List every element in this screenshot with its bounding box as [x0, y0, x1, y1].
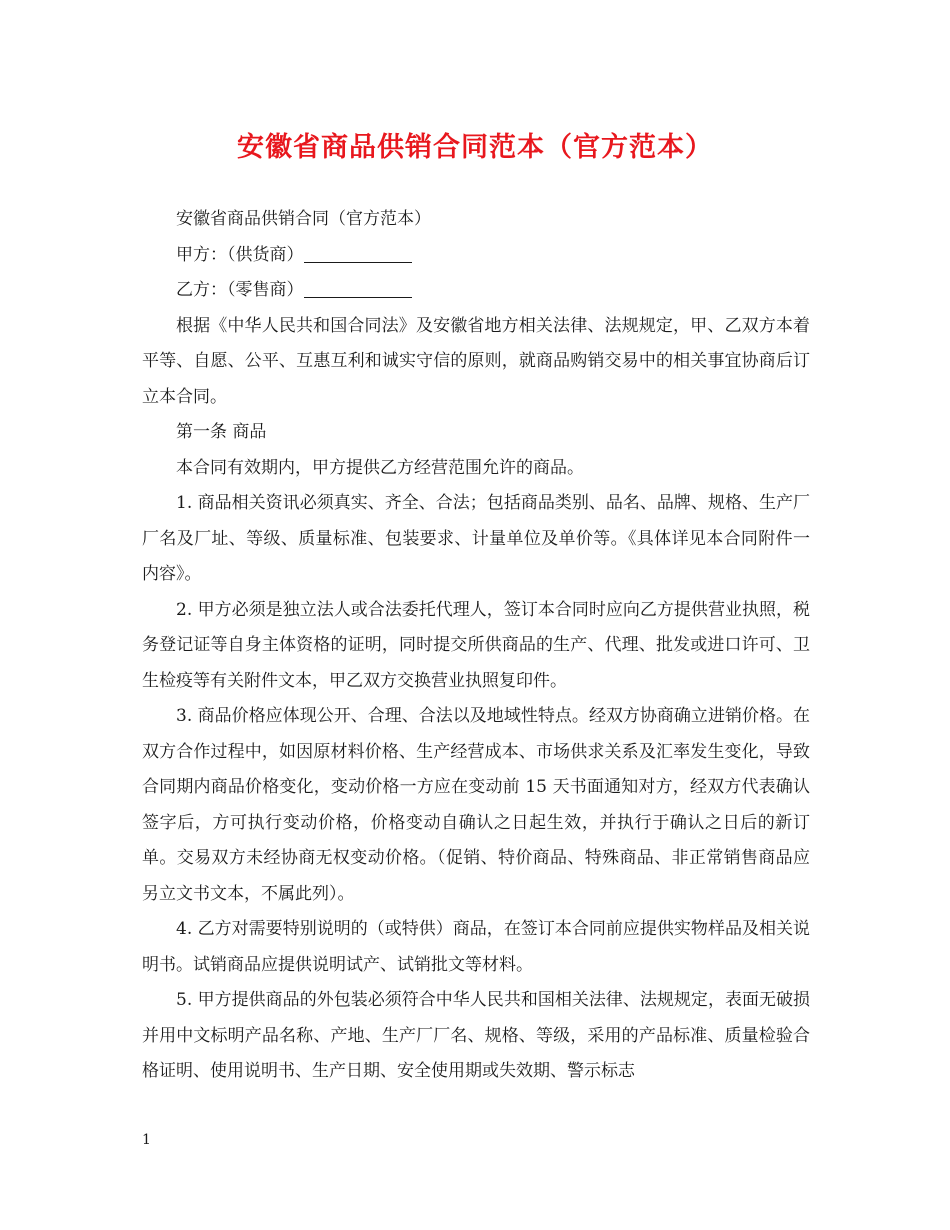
clause-4: 4. 乙方对需要特别说明的（或特供）商品，在签订本合同前应提供实物样品及相关说明书。试销商品应提供说明试产、试销批文等材料。 [142, 919, 810, 975]
party-b-line [142, 273, 810, 309]
contract-name-text: 安徽省商品供销合同（官方范本） [176, 209, 431, 229]
article-1-intro: 本合同有效期内，甲方提供乙方经营范围允许的商品。 [176, 457, 584, 478]
preamble-paragraph: 根据《中华人民共和国合同法》及安徽省地方相关法律、法规规定，甲、乙双方本着平等、自愿、公平、互惠互利和诚实守信的原则，就商品购销交易中的相关事宜协商后订立本合同。 [142, 315, 810, 407]
document-title: 安徽省商品供销合同范本（官方范本） [237, 132, 713, 163]
party-b-label: 乙方：（零售商） [176, 280, 304, 300]
contract-name [142, 202, 810, 238]
party-a-label: 甲方：（供货商） [176, 244, 304, 265]
party-a-blank [304, 244, 412, 263]
page-number: 1 [142, 1132, 151, 1148]
clause-3: 3. 商品价格应体现公开、合理、合法以及地域性特点。经双方协商确立进销价格。在双方合作过程中，如因原材料价格、生产经营成本、市场供求关系及汇率发生变化，导致合同期内商品价格变化，变动价格一方应在变动前 15 天书面通知对方，经双方代表确认签字后，方可执行变动价格，价格变动自确认之日起生效，并执行于确认之日后的新订单。交易双方未经协商无权变动价格。（促销、特价商品、特殊商品、非正常销售商品应另立文书文本，不属此列）。 [142, 706, 810, 904]
party-a-line [142, 238, 810, 274]
clause-1: 1. 商品相关资讯必须真实、齐全、合法；包括商品类别、品名、品牌、规格、生产厂厂名及厂址、等级、质量标准、包装要求、计量单位及单价等。《具体详见本合同附件一内容》。 [142, 493, 810, 584]
clause-2: 2. 甲方必须是独立法人或合法委托代理人，签订本合同时应向乙方提供营业执照，税务登记证等自身主体资格的证明，同时提交所供商品的生产、代理、批发或进口许可、卫生检疫等有关附件文本，甲乙双方交换营业执照复印件。 [142, 599, 810, 691]
article-1-heading: 第一条 商品 [176, 422, 267, 442]
party-b-blank [304, 279, 412, 298]
document-body [142, 202, 810, 1090]
clause-5: 5. 甲方提供商品的外包装必须符合中华人民共和国相关法律、法规规定，表面无破损并用中文标明产品名称、产地、生产厂厂名、规格、等级，采用的产品标准、质量检验合格证明、使用说明书、生产日期、安全使用期或失效期、警示标志 [142, 990, 810, 1081]
